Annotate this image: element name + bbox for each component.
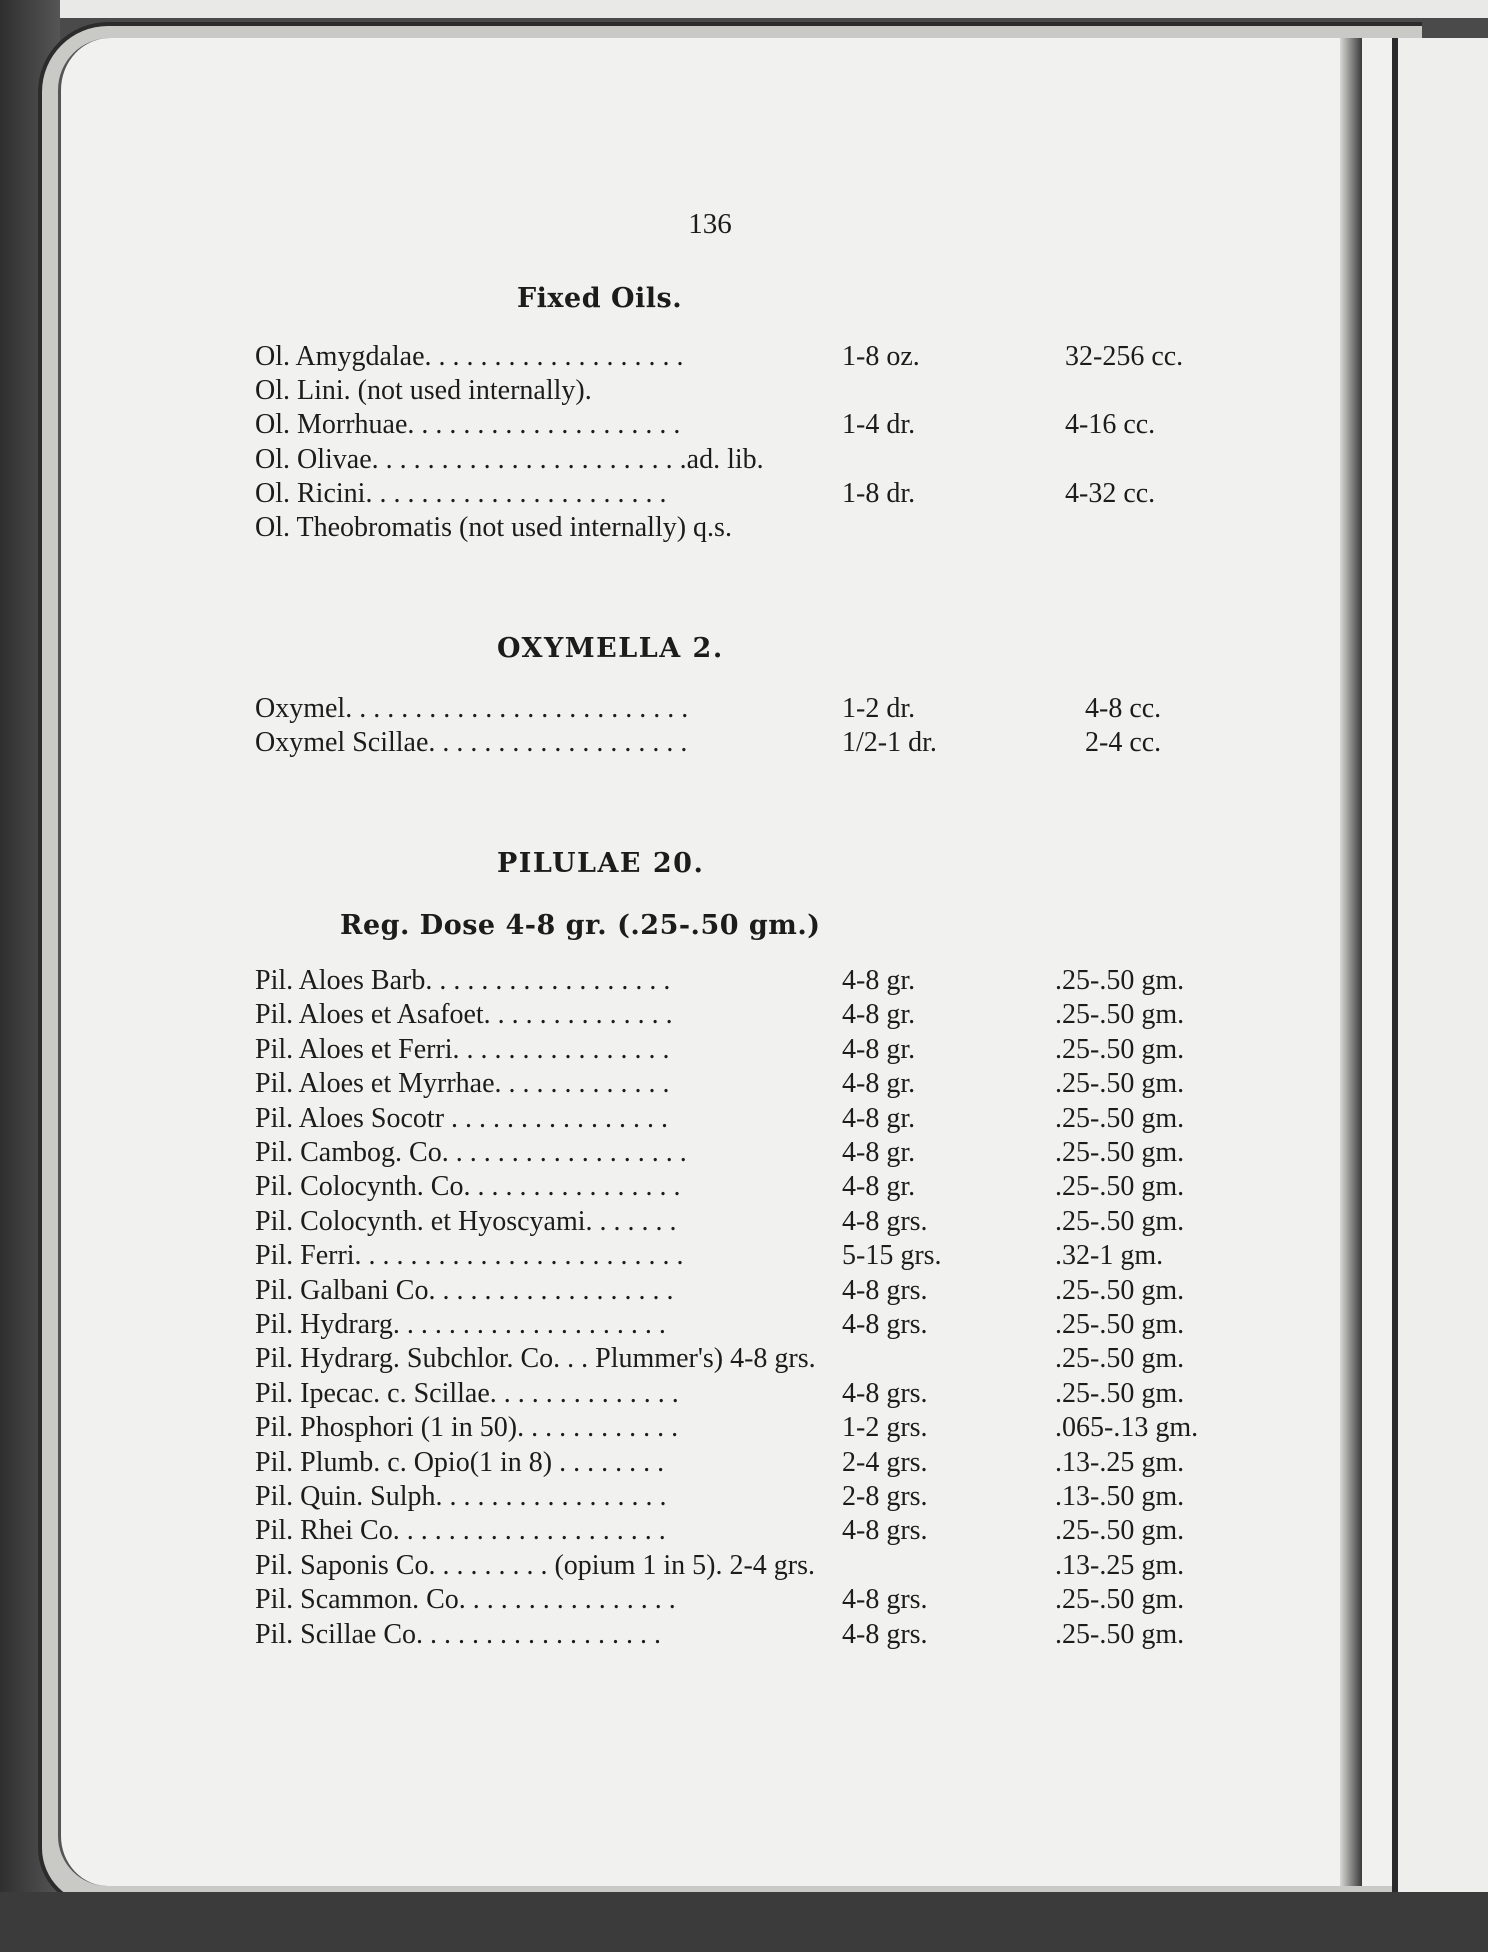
section-title-fixed-oils: Fixed Oils. (517, 283, 683, 314)
row-name: Pil. Quin. Sulph. . . . . . . . . . . . . . . . . (255, 1481, 667, 1512)
section-subtitle-pilulae: Reg. Dose 4-8 gr. (.25-.50 gm.) (340, 910, 821, 941)
table-row (255, 1343, 1255, 1377)
table-row (255, 965, 1255, 999)
row-metric: .25-.50 gm. (1055, 1171, 1185, 1203)
row-name: Pil. Colocynth. et Hyoscyami. . . . . . . (255, 1205, 677, 1237)
row-name: Pil. Colocynth. Co. . . . . . . . . . . . . . . . (255, 1171, 681, 1203)
row-metric: .25-.50 gm. (1055, 1309, 1185, 1340)
row-metric: 4-16 cc. (1065, 409, 1156, 441)
row-metric: .32-1 gm. (1055, 1240, 1164, 1272)
row-name: Ol. Amygdalae. . . . . . . . . . . . . . . . . . . (255, 341, 684, 372)
row-metric: .13-.50 gm. (1055, 1481, 1185, 1512)
table-row (255, 727, 1255, 761)
table-row (255, 341, 1255, 375)
facing-page-edge (1392, 38, 1488, 1898)
table-row (255, 1171, 1255, 1205)
row-name: Pil. Scammon. Co. . . . . . . . . . . . . . . . (255, 1584, 676, 1616)
row-dose: 1/2-1 dr. (842, 727, 937, 758)
row-dose: 4-8 gr. (842, 1033, 916, 1065)
page-number: 136 (688, 208, 732, 240)
table-row (255, 1378, 1255, 1412)
row-name: Ol. Olivae. . . . . . . . . . . . . . . . . . . . . . .ad. lib. (255, 443, 764, 475)
table-row (255, 1481, 1255, 1515)
row-name: Pil. Aloes et Myrrhae. . . . . . . . . . . . . (255, 1068, 670, 1100)
row-dose: 4-8 grs. (842, 1205, 928, 1237)
row-metric: 32-256 cc. (1065, 341, 1184, 372)
row-dose: 1-4 dr. (842, 409, 916, 441)
row-name: Pil. Hydrarg. . . . . . . . . . . . . . . . . . . . (255, 1309, 666, 1340)
row-metric: .25-.50 gm. (1055, 1274, 1185, 1306)
table-row (255, 1103, 1255, 1137)
table-row (255, 1584, 1255, 1618)
page-gutter (1340, 38, 1362, 1886)
scan-bottom-edge (0, 1892, 1488, 1952)
row-name: Ol. Lini. (not used internally). (255, 375, 592, 407)
row-metric: .25-.50 gm. (1055, 999, 1185, 1031)
row-dose: 4-8 gr. (842, 1137, 916, 1168)
section-title-pilulae: PILULAE 20. (497, 848, 705, 879)
table-row (255, 1034, 1255, 1068)
row-dose: 4-8 gr. (842, 1102, 916, 1134)
table-row (255, 1515, 1255, 1549)
row-dose: 4-8 grs. (842, 1377, 928, 1409)
row-name: Pil. Aloes et Ferri. . . . . . . . . . . . . . . . (255, 1033, 670, 1065)
row-dose: 4-8 grs. (842, 1274, 928, 1306)
row-metric: .13-.25 gm. (1055, 1446, 1185, 1478)
row-name: Ol. Morrhuae. . . . . . . . . . . . . . . . . . . . (255, 409, 681, 441)
table-row (255, 444, 1255, 478)
row-metric: .25-.50 gm. (1055, 1618, 1185, 1650)
row-name: Oxymel Scillae. . . . . . . . . . . . . . . . . . . (255, 727, 688, 758)
row-metric: .13-.25 gm. (1055, 1549, 1185, 1581)
row-name: Pil. Cambog. Co. . . . . . . . . . . . . . . . . . (255, 1137, 687, 1168)
row-name: Pil. Aloes et Asafoet. . . . . . . . . . . . . . (255, 999, 673, 1031)
table-row (255, 1447, 1255, 1481)
row-name: Oxymel. . . . . . . . . . . . . . . . . . . . . . . . . (255, 693, 689, 724)
table-row (255, 1137, 1255, 1171)
row-dose: 4-8 gr. (842, 965, 916, 996)
row-dose: 4-8 grs. (842, 1309, 928, 1340)
row-name: Pil. Hydrarg. Subchlor. Co. . . Plummer's) 4-8 grs. (255, 1343, 816, 1375)
row-dose: 1-2 grs. (842, 1412, 928, 1444)
row-metric: .25-.50 gm. (1055, 1068, 1185, 1100)
row-dose: 1-2 dr. (842, 693, 916, 724)
row-dose: 4-8 gr. (842, 1068, 916, 1100)
row-metric: 4-32 cc. (1065, 477, 1156, 509)
row-metric: .065-.13 gm. (1055, 1412, 1199, 1444)
row-dose: 4-8 grs. (842, 1584, 928, 1616)
row-name: Pil. Scillae Co. . . . . . . . . . . . . . . . . . (255, 1618, 661, 1650)
row-metric: .25-.50 gm. (1055, 1137, 1185, 1168)
table-row (255, 375, 1255, 409)
table-row (255, 1412, 1255, 1446)
table-row (255, 512, 1255, 546)
row-metric: .25-.50 gm. (1055, 1205, 1185, 1237)
table-row (255, 409, 1255, 443)
row-metric: 4-8 cc. (1085, 693, 1162, 724)
row-metric: .25-.50 gm. (1055, 1377, 1185, 1409)
row-metric: 2-4 cc. (1085, 727, 1162, 758)
row-name: Pil. Saponis Co. . . . . . . . . (opium 1 in 5). 2-4 grs. (255, 1549, 816, 1581)
row-metric: .25-.50 gm. (1055, 1515, 1185, 1547)
scan-top-edge (0, 0, 1488, 18)
row-name: Ol. Theobromatis (not used internally) q.s. (255, 512, 732, 543)
table-row (255, 1068, 1255, 1102)
row-dose: 4-8 gr. (842, 1171, 916, 1203)
table-row (255, 1619, 1255, 1653)
section-title-oxymella: OXYMELLA 2. (497, 633, 724, 664)
row-name: Ol. Ricini. . . . . . . . . . . . . . . . . . . . . . (255, 477, 667, 509)
row-dose: 4-8 gr. (842, 999, 916, 1031)
row-dose: 4-8 grs. (842, 1515, 928, 1547)
row-name: Pil. Galbani Co. . . . . . . . . . . . . . . . . . (255, 1274, 674, 1306)
table-row (255, 693, 1255, 727)
row-name: Pil. Phosphori (1 in 50). . . . . . . . . . . . (255, 1412, 679, 1444)
table-row (255, 1309, 1255, 1343)
row-name: Pil. Plumb. c. Opio(1 in 8) . . . . . . . . (255, 1446, 665, 1478)
table-row (255, 478, 1255, 512)
row-dose: 1-8 dr. (842, 477, 916, 509)
row-dose: 4-8 grs. (842, 1618, 928, 1650)
row-metric: .25-.50 gm. (1055, 1102, 1185, 1134)
row-dose: 2-8 grs. (842, 1481, 928, 1512)
row-metric: .25-.50 gm. (1055, 1033, 1185, 1065)
row-dose: 1-8 oz. (842, 341, 920, 372)
row-name: Pil. Ferri. . . . . . . . . . . . . . . . . . . . . . . . (255, 1240, 684, 1272)
row-metric: .25-.50 gm. (1055, 1584, 1185, 1616)
row-name: Pil. Aloes Barb. . . . . . . . . . . . . . . . . . (255, 965, 671, 996)
row-name: Pil. Ipecac. c. Scillae. . . . . . . . . . . . . . (255, 1377, 679, 1409)
row-dose: 2-4 grs. (842, 1446, 928, 1478)
row-metric: .25-.50 gm. (1055, 965, 1185, 996)
row-name: Pil. Rhei Co. . . . . . . . . . . . . . . . . . . . (255, 1515, 666, 1547)
row-dose: 5-15 grs. (842, 1240, 942, 1272)
table-row (255, 1275, 1255, 1309)
row-metric: .25-.50 gm. (1055, 1343, 1185, 1375)
row-name: Pil. Aloes Socotr . . . . . . . . . . . . . . . . (255, 1102, 669, 1134)
table-row (255, 1550, 1255, 1584)
table-row (255, 1240, 1255, 1274)
table-row (255, 1206, 1255, 1240)
table-row (255, 999, 1255, 1033)
